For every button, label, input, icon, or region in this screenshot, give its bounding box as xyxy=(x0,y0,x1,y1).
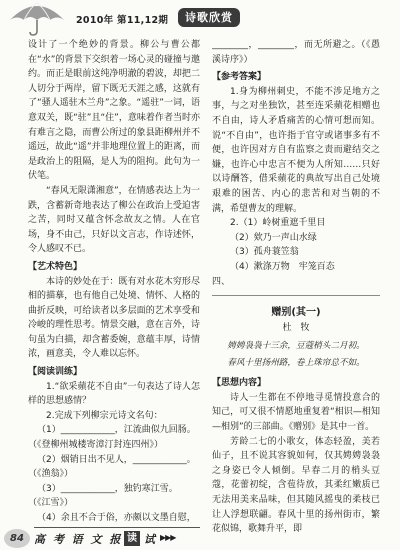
fill-blank-source: （《渔翁》） xyxy=(28,469,74,480)
content-paragraph: 芳龄二七的小歌女，体态轻盈，美若仙子，且不说其容貌如何，仅其娉娉袅袅之身姿已令人倾倒。早春二月的梢头豆蔻，花蕾初绽，含苞待放，其柔红嫩质已无法用美来品味，但其随风摇曳的柔枝已让人浮想联翩。春风十里的扬州街市，繁花似锦，歌舞升平，即 xyxy=(212,436,380,535)
answer-2-line: 2.（1）岭树重遮千里目 xyxy=(230,218,326,229)
arrows-icon: ▶▶▶ xyxy=(160,533,176,542)
exercise-question-2: 2.完成下列柳宗元诗文名句： xyxy=(46,410,163,421)
publication-name: 高 考 语 文 报 xyxy=(34,533,123,546)
section-number: 四、 xyxy=(212,276,231,287)
right-column xyxy=(212,38,380,548)
fill-blank-source: （《江雪》） xyxy=(28,498,74,509)
fill-blank-item: （4）余且不合于俗，亦颇以文墨自慰， xyxy=(37,513,196,523)
answers-heading: 【参考答案】 xyxy=(212,72,267,83)
content-paragraph: 诗人一生都在不停地寻觅情投意合的知己，可又很不情愿地重复着“相识—相知—相别”的三部曲。《赠别》是其中一首。 xyxy=(212,392,380,433)
publication-badge: 读 xyxy=(124,531,140,546)
answer-2-line: （3）孤舟蓑笠翁 xyxy=(230,247,299,258)
page-number: 84 xyxy=(4,529,30,548)
poem-author: 杜 牧 xyxy=(282,322,310,333)
analysis-paragraph: “春风无限潇湘意”，在情感表达上为一跌，含蓄新奇地表达了柳公在政治上受迫害之苦，同时又蕴含怀念故友之情。人在官场，身不由己，只好以文言志，作诗述怀，令人感叹不已。 xyxy=(28,185,200,255)
analysis-paragraph: 设计了一个绝妙的背景。柳公与曹公都在“水”的背景下交织着一场心灵的碰撞与邀约。而正是眼前这纯净明澈的碧波，却把二人切分于两岸，留下既无天涯之感，这就有了“骚人遥驻木兰舟”之象。“遥驻”一词，语意双关，既“驻”且“住”，意味着作者当时亦有难言之隐，而曹公所过的象县距柳州并不遥远，故此“遥”并非地理位置上的距离，而是政治上的阻隔，是人为的阻拘。此句为一伏笔。 xyxy=(28,40,200,182)
poem-title: 赠别(其一) xyxy=(271,307,321,319)
answer-2-line: （2）欸乃一声山水绿 xyxy=(230,232,317,243)
fill-blank-source: （《登柳州城楼寄漳汀封连四州》） xyxy=(28,440,164,451)
exercise-heading: 【阅读训练】 xyxy=(28,367,83,378)
answer-2-line: （4）漱涤万物 牢笼百态 xyxy=(230,261,335,272)
fill-blank-item: （1）____________，江流曲似九回肠。 xyxy=(37,425,196,436)
section-divider xyxy=(212,295,380,296)
poem-text xyxy=(212,338,380,372)
fill-blank-continuation: ________，________，而无所避之。（《愚溪诗序》） xyxy=(212,40,380,65)
issue-label: 2010年 第11,12期 xyxy=(76,15,169,26)
footer-rule xyxy=(34,527,200,528)
poem-line: 娉娉袅袅十三余，豆蔻梢头二月初。 xyxy=(227,341,365,352)
fill-blank-item: （3）____________，独钓寒江雪。 xyxy=(37,483,178,494)
art-features-text: 本诗的妙处在于：既有对水花木穷形尽相的描摹，也有他自己处境、情怀、人格的曲折反映，可给读者以多层面的艺术享受和冷峻的理性思考。情景交融，意在言外，诗句虽为白描，却含蓄委婉，意蕴丰厚，诗情浓，画意美，令人难以忘怀。 xyxy=(28,276,200,360)
section-badge: 诗歌欣赏 xyxy=(178,8,240,27)
content-heading: 【思想内容】 xyxy=(212,378,267,389)
art-features-heading: 【艺术特色】 xyxy=(28,261,83,272)
umbrella-icon xyxy=(6,0,68,36)
left-column xyxy=(28,38,200,528)
poem-line: 春风十里扬州路，卷上珠帘总不如。 xyxy=(227,358,365,369)
exercise-question-1: 1.“欲采蘋花不自由”一句表达了诗人怎样的思想感情？ xyxy=(28,381,200,407)
fill-blank-item: （2）烟销日出不见人，____________。 xyxy=(37,454,196,465)
publication-suffix: 试 xyxy=(144,533,155,546)
answer-1: 1.身为柳州刺史，不能不涉足地方之事，与之对坐独饮，甚至连采蘋花相赠也不自由，诗人矛盾痛苦的心情可想而知。说“不自由”，也许指于官守或诸事多有不便，也许因对方自有监察之责而避结交之嫌，也许心中忠言不便为人所知……只好以诗酬答，借采蘋花的典故写出自己处境艰难的困苦、内心的悲苦和对当朝的不满，希望曹友的理解。 xyxy=(212,86,380,214)
